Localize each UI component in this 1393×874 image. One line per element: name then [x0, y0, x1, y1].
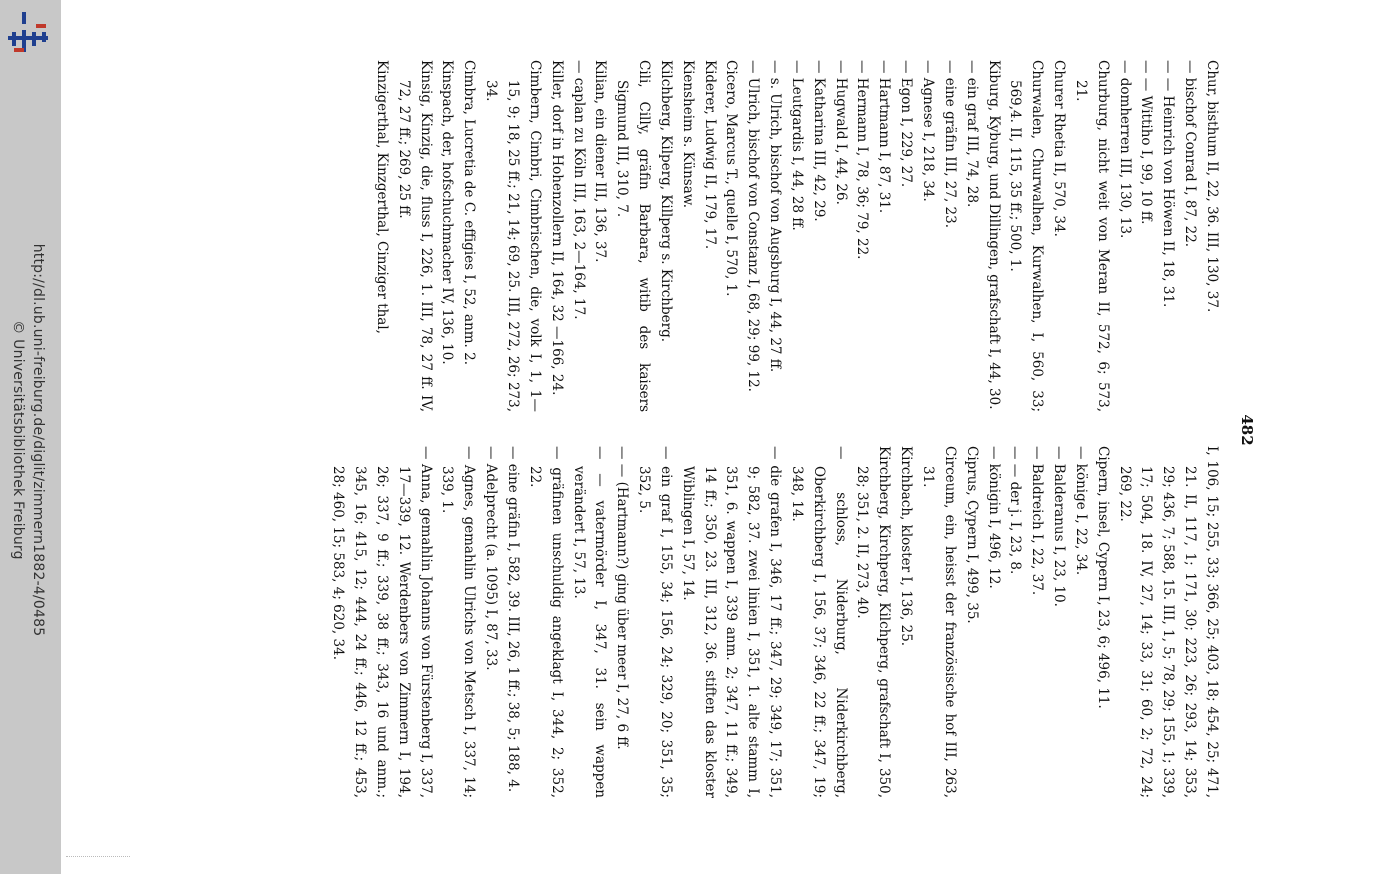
- right-column: [172, 446, 1222, 798]
- sidebar-url-copyright: [8, 30, 48, 850]
- index-entry: Kilian, ein diener III, 136, 37.: [592, 60, 609, 263]
- index-entry: Kinsig, Kinzig, die, fluss I, 226, 1. III, 78, 27 ff. IV, 72, 27 ff.; 269, 25 ff.: [395, 60, 434, 412]
- index-entry: Kiburg, Kyburg, und Dillingen, grafschaft I, 44, 30.: [985, 60, 1002, 410]
- copyright-notice: © Universitätsbibliothek Freiburg: [10, 320, 26, 560]
- divider: [66, 856, 130, 859]
- index-entry: Churburg, nicht weit von Meran II, 572, 6; 573, 21.: [1072, 60, 1111, 412]
- index-entry: Kinspach, der, hofschuchmacher IV, 136, 10.: [439, 60, 456, 365]
- index-entry: — s. Ulrich, bischof von Augsburg I, 44, 27 ff.: [767, 60, 784, 373]
- index-entry: Kirchbach, kloster I, 136, 25.: [898, 446, 915, 647]
- page-url[interactable]: http://dl.ub.uni-freiburg.de/diglit/zimmern1882-4/0485: [30, 243, 46, 637]
- index-entry: — ein graf III, 74, 28.: [963, 60, 980, 208]
- index-entry: — gräfinen unschuldig angeklagt I, 344, 2; 352, 22.: [526, 446, 565, 798]
- index-entry: — die grafen I, 346, 17 ff.; 347, 29; 349, 17; 351, 9; 582, 37. zwei linien I, 351, 1. alte stamm I, 351, 6. wappen I, 339 anm. 2; 347, 11 ff.; 349, 14 ff.; 350, 23. III, 312, 36. stiften das kloster Wiblingen I, 57, 14.: [679, 446, 784, 798]
- index-entry: — eine gräfin I, 582, 39. III, 26, 1 ff.; 38, 5; 188, 4.: [505, 446, 521, 793]
- index-entry: Churer Rhetia II, 570, 34.: [1051, 60, 1068, 237]
- index-entry: Kinzigerthal, Kinzgerthal, Cinziger thal,: [373, 60, 390, 334]
- index-entry: — Balderanus I, 23, 10.: [1051, 446, 1068, 607]
- index-entry: Cimbra, Lucretia de C. effigies I, 52, anm. 2.: [461, 60, 478, 366]
- index-entry: — caplan zu Köln III, 163, 2—164, 17.: [570, 60, 587, 320]
- scanned-page: [170, 60, 1260, 798]
- index-entry: — Hugwald I, 44, 26.: [832, 60, 849, 205]
- index-entry: — Ulrich, bischof von Constanz I, 68, 29; 99, 12.: [745, 60, 762, 392]
- index-entry: — domherren III, 130, 13.: [1116, 60, 1133, 239]
- index-entry: — — Wittiho I, 99, 10 ff.: [1138, 60, 1155, 225]
- index-entry: — Agnes, gemahlin Ulrichs von Metsch I, 337, 14; 339, 1.: [439, 446, 478, 798]
- index-entry: Cili, Cilly, gräfin Barbara, witib des kaisers Sigmund III, 310, 7.: [614, 60, 653, 412]
- index-entry: — bischof Conrad I, 87, 22.: [1182, 60, 1199, 248]
- index-entry: — — (Hartmann?) ging über meer I, 27, 6 ff.: [614, 446, 631, 750]
- index-entry: — schloss, Niderburg, Niderkirchberg, Oberkirchberg I, 156, 37; 346, 22 ff.; 347, 19; 348, 14.: [788, 446, 849, 798]
- index-entry: Kirchberg, Kirchperg, Kilchperg, grafschaft I, 350, 28; 351, 2. II, 273, 40.: [854, 446, 893, 798]
- index-entry: Kiensheim s. Künsaw.: [679, 60, 696, 209]
- page-number: 482: [1238, 414, 1256, 446]
- index-entry: — Hermann I, 78, 36; 79, 22.: [854, 60, 871, 260]
- index-entry: — — vatermörder I, 347, 31. sein wappen verändert I, 57, 13.: [570, 446, 609, 798]
- index-entry: Churwalen, Churwalhen, Kurwalhen, I, 560, 33; 569,4. II, 115, 35 ff.; 500, 1.: [1007, 60, 1046, 412]
- index-entry: — — Heinrich von Höwen II, 18, 31.: [1160, 60, 1177, 308]
- index-entry: Ciprus, Cypern I, 499, 35.: [963, 446, 980, 624]
- index-entry: — Baldreich I, 22, 37.: [1029, 446, 1046, 596]
- index-entry: — Leutgardis I, 44, 28 ff.: [788, 60, 805, 231]
- index-entry: Cipern, insel, Cypern I, 23, 6; 496, 11.: [1094, 446, 1111, 709]
- index-entry: Kiderer, Ludwig II, 179, 17.: [701, 60, 718, 250]
- viewer-sidebar: [0, 0, 61, 874]
- index-entry: Circeum, ein, heisst der französische hof III, 263, 31.: [920, 446, 958, 798]
- left-column: [172, 60, 1222, 412]
- index-entry: — eine gräfin III, 27, 23.: [941, 60, 958, 229]
- index-entry: Killer, dorf in Hohenzollern II, 164, 32 —166, 24.: [548, 60, 565, 396]
- rotated-page-content: [170, 60, 1260, 800]
- index-entry: — Adelprecht (a. 1095) I, 87, 33.: [483, 446, 500, 671]
- index-entry: — — der j. I, 23, 8.: [1007, 446, 1024, 575]
- index-entry: — königin I, 496, 12.: [985, 446, 1002, 589]
- index-entry: — Agnese I, 218, 34.: [920, 60, 937, 202]
- index-entry: — Egon I, 229, 27.: [898, 60, 915, 188]
- index-entry: Kilchberg, Kilperg, Killperg s. Kirchberg.: [657, 60, 674, 343]
- index-entry: — ein graf I, 155, 34; 156, 24; 329, 20; 351, 35; 352, 5.: [636, 446, 674, 798]
- index-entry: Chur, bisthum II, 22, 36. III, 130, 37.: [1204, 60, 1220, 313]
- index-entry: Cimbern, Cimbri, Cimbrischen, die, volk I, 1, 1—15, 9; 18, 25 ff.; 21, 14; 69, 25. III, 272, 26; 273, 34.: [483, 60, 543, 412]
- index-entry: — Katharina III, 42, 29.: [810, 60, 827, 222]
- index-columns: [172, 60, 1222, 800]
- index-entry: — könige I, 22, 34.: [1072, 446, 1089, 576]
- index-entry: I, 106, 15; 255, 33; 366, 25; 403, 18; 454, 25; 471, 21. II, 117, 1; 171, 30; 223, 26; 293, 14; 353, 29; 436, 7; 588, 15. III, 1, 5; 78, 29; 155, 1; 339, 17; 504, 18. IV, 27, 14; 33, 31; 60, 2; 72, 24; 269, 22.: [1116, 446, 1220, 798]
- index-entry: — Anna, gemahlin Johanns von Fürstenberg I, 337, 17—339, 12. Werdenbers von Zimmern I, 194, 26; 337, 9 ff.; 339, 38 ff.; 343, 16 und anm.; 345, 16; 415, 12; 444, 24 ff.; 446, 12 ff.; 453, 28; 460, 15; 583, 4; 620, 34.: [330, 446, 434, 798]
- index-entry: Cicero, Marcus T., quelle I, 570, 1.: [723, 60, 740, 297]
- index-entry: — Hartmann I, 87, 31.: [876, 60, 893, 214]
